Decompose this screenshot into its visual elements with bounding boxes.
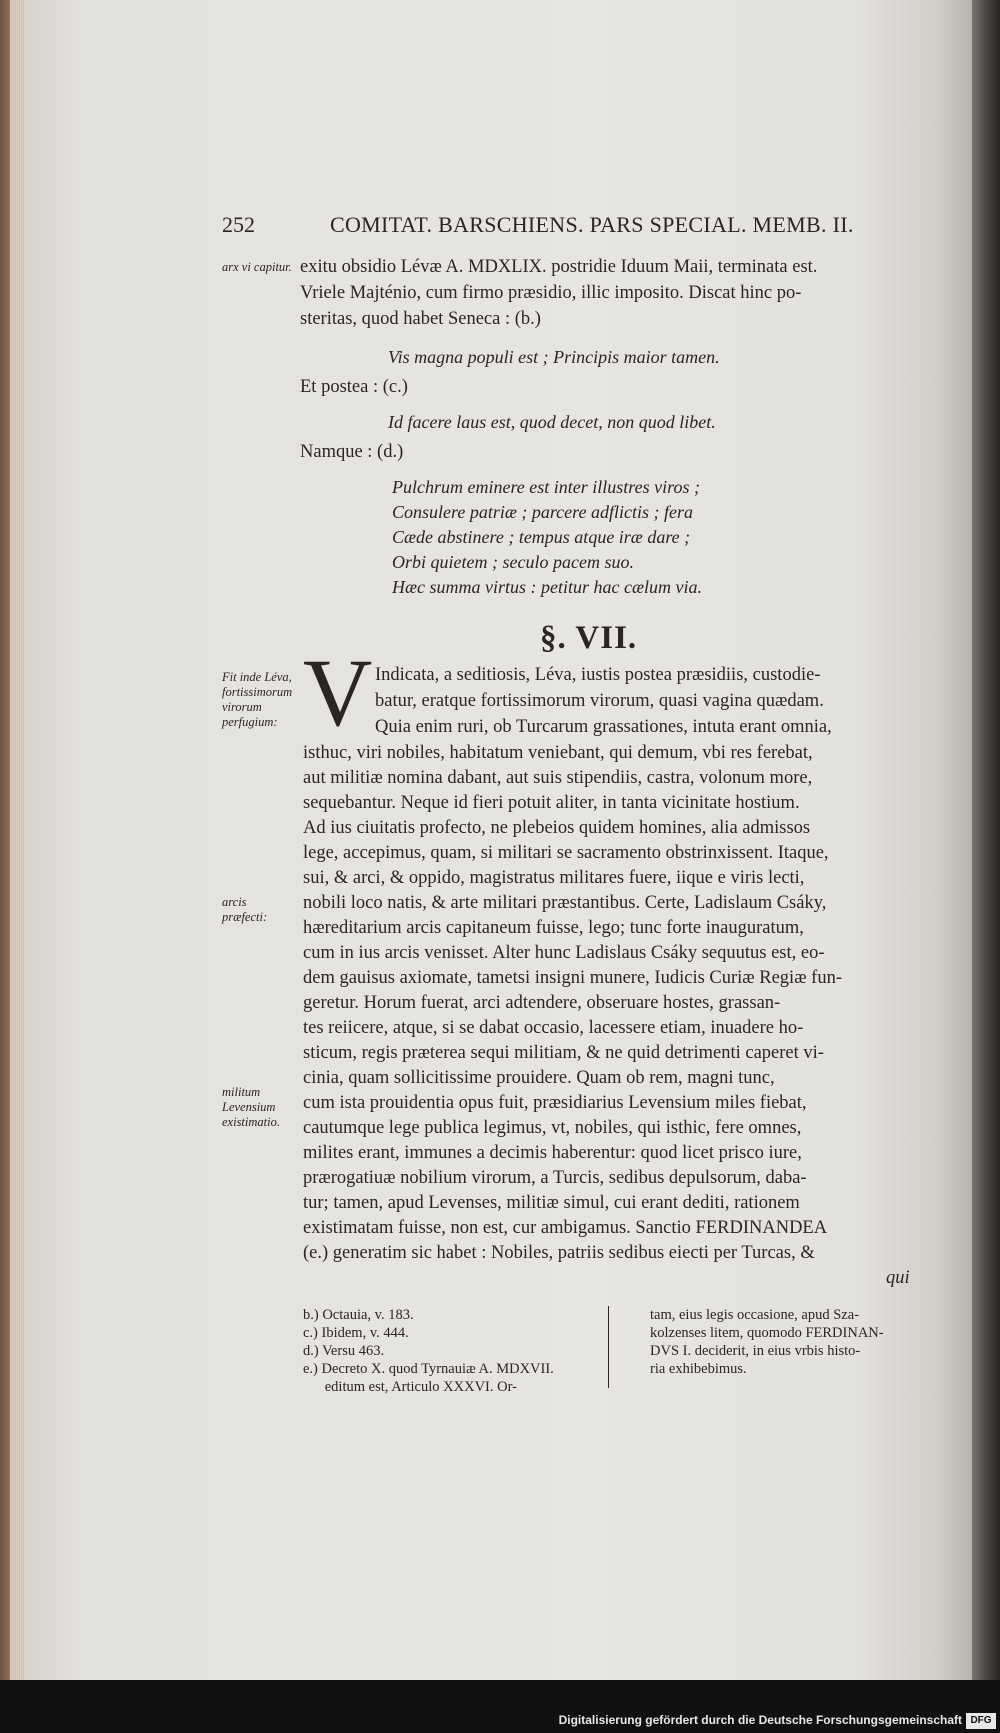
margin-note: arcis præfecti: [222, 895, 268, 924]
text-line: existimatam fuisse, non est, cur ambigamus. Sanctio FERDINANDEA [303, 1218, 828, 1238]
text-line: Namque : (d.) [300, 442, 404, 462]
verse-line: Pulchrum eminere est inter illustres viros ; [392, 477, 700, 497]
footnote-line: c.) Ibidem, v. 444. [303, 1325, 409, 1341]
text-line: sticum, regis præterea sequi militiam, & ne quid detrimenti caperet vi- [303, 1043, 824, 1063]
verse-line: Cæde abstinere ; tempus atque iræ dare ; [392, 527, 691, 547]
page-stack-edge [10, 0, 24, 1680]
text-line: cautumque lege publica legimus, vt, nobiles, qui isthic, fere omnes, [303, 1118, 802, 1138]
verse-line: Orbi quietem ; seculo pacem suo. [392, 552, 634, 572]
text-line: prærogatiuæ nobilium virorum, a Turcis, sedibus depulsorum, daba- [303, 1168, 807, 1188]
verse-line: Consulere patriæ ; parcere adflictis ; fera [392, 502, 693, 522]
text-line: nobili loco natis, & arte militari præstantibus. Certe, Ladislaum Csáky, [303, 893, 827, 913]
text-line: Et postea : (c.) [300, 377, 408, 397]
book-gutter [972, 0, 1000, 1680]
text-line: geretur. Horum fuerat, arci adtendere, obseruare hostes, grassan- [303, 993, 781, 1013]
footer-band [0, 1680, 1000, 1733]
footnote-line: tam, eius legis occasione, apud Sza- [650, 1307, 859, 1323]
verse-line: Vis magna populi est ; Principis maior tamen. [388, 347, 720, 367]
catchword: qui [886, 1268, 910, 1288]
verse-line: Id facere laus est, quod decet, non quod libet. [388, 412, 716, 432]
text-line: hæreditarium arcis capitaneum fuisse, lego; tunc forte inauguratum, [303, 918, 804, 938]
text-line: Quia enim ruri, ob Turcarum grassationes, intuta erant omnia, [375, 717, 832, 737]
text-line: lege, accepimus, quam, si militari se sacramento obstrinxissent. Itaque, [303, 843, 829, 863]
text-line: cum in ius arcis venisset. Alter hunc Ladislaus Csáky sequutus est, eo- [303, 943, 825, 963]
drop-cap: V [303, 639, 373, 746]
text-line: cinia, quam sollicitissime prouidere. Quam ob rem, magni tunc, [303, 1068, 775, 1088]
text-line: dem gauisus axiomate, tametsi insigni munere, Iudicis Curiæ Regiæ fun- [303, 968, 842, 988]
footnote-line: d.) Versu 463. [303, 1343, 385, 1359]
text-line: batur, eratque fortissimorum virorum, quasi vagina quædam. [375, 691, 824, 711]
text-line: milites erant, immunes a decimis haberentur: quod licet prisco iure, [303, 1143, 802, 1163]
text-line: aut militiæ nomina dabant, aut suis stipendiis, castra, volonum more, [303, 768, 813, 788]
dfg-logo: DFG [966, 1713, 996, 1729]
footnote-line: kolzenses litem, quomodo FERDINAN- [650, 1325, 884, 1341]
margin-note: Fit inde Léva, fortissimorum virorum perfugium: [222, 670, 293, 729]
running-head-title: COMITAT. BARSCHIENS. PARS SPECIAL. MEMB. II. [330, 212, 854, 237]
text-line: isthuc, viri nobiles, habitatum veniebant, qui demum, vbi res ferebat, [303, 743, 813, 763]
text-line: cum ista prouidentia opus fuit, præsidiarius Levensium miles fiebat, [303, 1093, 807, 1113]
text-line: (e.) generatim sic habet : Nobiles, patriis sedibus eiecti per Turcas, & [303, 1243, 815, 1263]
section-heading: §. VII. [540, 620, 638, 656]
text-line: tes reiicere, atque, si se dabat occasio, lacessere etiam, inuadere ho- [303, 1018, 804, 1038]
text-line: sui, & arci, & oppido, magistratus militares fuere, iique e viris lecti, [303, 868, 805, 888]
text-line: tur; tamen, apud Levenses, militiæ simul, cui erant dediti, rationem [303, 1193, 800, 1213]
footnote-line: b.) Octauia, v. 183. [303, 1307, 414, 1323]
text-line: sequebantur. Neque id fieri potuit aliter, in tanta vicinitate hostium. [303, 793, 800, 813]
text-line: exitu obsidio Lévæ A. MDXLIX. postridie Iduum Maii, terminata est. [300, 257, 818, 277]
text-line: Indicata, a seditiosis, Léva, iustis postea præsidiis, custodie- [375, 665, 821, 685]
text-line: Ad ius ciuitatis profecto, ne plebeios quidem homines, alia admissos [303, 818, 811, 838]
verse-line: Hæc summa virtus : petitur hac cælum via. [392, 577, 702, 597]
margin-note: militum Levensium existimatio. [222, 1085, 280, 1129]
footnote-line: e.) Decreto X. quod Tyrnauiæ A. MDXVII. [303, 1361, 554, 1377]
footnote-divider [608, 1306, 609, 1388]
footer-credit: Digitalisierung gefördert durch die Deutsche Forschungsgemeinschaft [558, 1713, 962, 1727]
margin-note: arx vi capitur. [222, 260, 292, 274]
footnote-line: editum est, Articulo XXXVI. Or- [303, 1379, 517, 1395]
text-line: steritas, quod habet Seneca : (b.) [300, 309, 541, 329]
page-number: 252 [222, 212, 255, 237]
footnote-line: DVS I. deciderit, in eius vrbis histo- [650, 1343, 861, 1359]
footnote-line: ria exhibebimus. [650, 1361, 747, 1377]
text-line: Vriele Majténio, cum firmo præsidio, illic imposito. Discat hinc po- [300, 283, 802, 303]
